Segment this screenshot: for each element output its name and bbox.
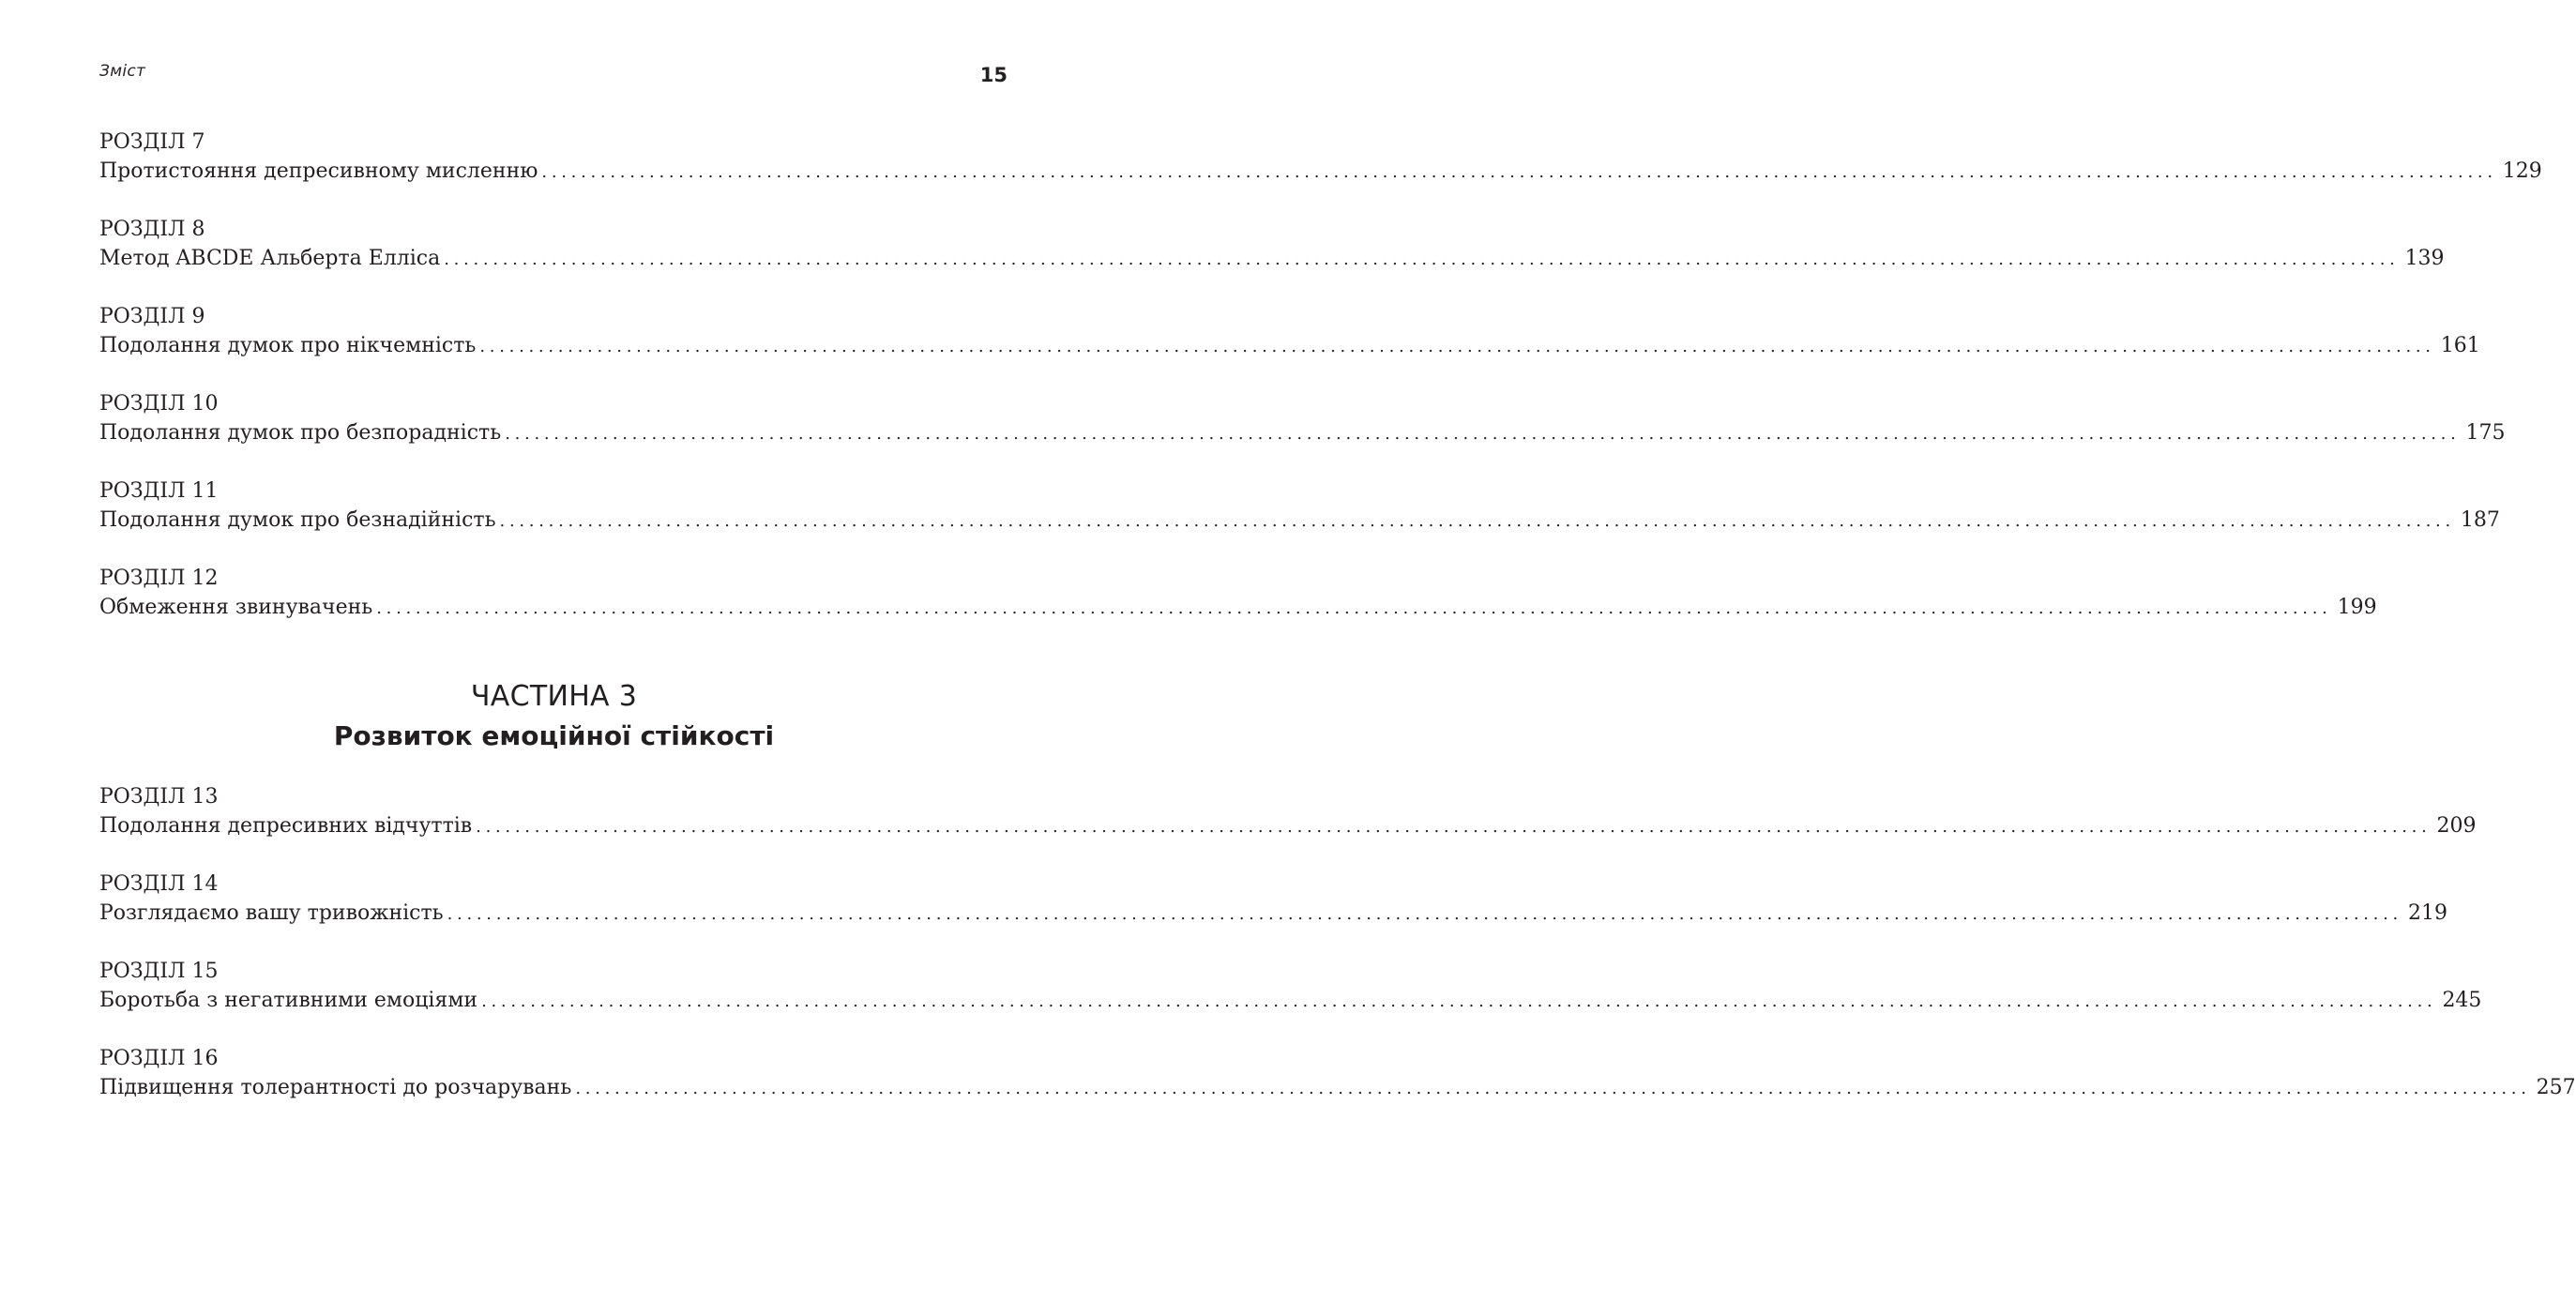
chapter-label: РОЗДІЛ 8 xyxy=(99,218,205,241)
entry-title: Подолання депресивних відчуттів xyxy=(99,814,473,838)
toc-entry[interactable] xyxy=(99,129,2542,216)
chapter-label: РОЗДІЛ 11 xyxy=(99,479,219,503)
entry-line xyxy=(99,245,2445,274)
toc-list-part-3 xyxy=(99,783,2576,1132)
chapter-label: РОЗДІЛ 14 xyxy=(99,872,219,896)
chapter-label: РОЗДІЛ 16 xyxy=(99,1047,219,1070)
chapter-label: РОЗДІЛ 7 xyxy=(99,130,205,154)
entry-title: Подолання думок про безпорадність xyxy=(99,421,502,445)
entry-line xyxy=(99,419,2506,448)
entry-line xyxy=(99,987,2482,1016)
chapter-label: РОЗДІЛ 15 xyxy=(99,960,219,983)
dot-leader: ........................................................................................................................................................................................................ xyxy=(499,511,2455,531)
entry-page-number: 209 xyxy=(2436,814,2477,838)
toc-entry[interactable] xyxy=(99,958,2482,1045)
part-number: ЧАСТИНА 3 xyxy=(470,680,638,713)
dot-leader: ........................................................................................................................................................................................................ xyxy=(481,991,2437,1011)
part-title: Розвиток емоційної стійкості xyxy=(333,720,775,751)
dot-leader: ........................................................................................................................................................................................................ xyxy=(444,250,2400,269)
chapter-label: РОЗДІЛ 9 xyxy=(99,305,205,328)
toc-entry[interactable] xyxy=(99,1045,2576,1132)
entry-title: Метод ABCDE Альберта Елліса xyxy=(99,247,441,270)
entry-page-number: 187 xyxy=(2460,508,2500,532)
dot-leader: ........................................................................................................................................................................................................ xyxy=(376,598,2332,618)
entry-title: Обмеження звинувачень xyxy=(99,596,373,619)
dot-leader: ........................................................................................................................................................................................................ xyxy=(541,162,2497,182)
dot-leader: ........................................................................................................................................................................................................ xyxy=(447,904,2402,924)
dot-leader: ........................................................................................................................................................................................................ xyxy=(479,337,2435,356)
dot-leader: ........................................................................................................................................................................................................ xyxy=(505,424,2461,444)
entry-page-number: 245 xyxy=(2442,989,2482,1012)
toc-entry[interactable] xyxy=(99,303,2480,390)
dot-leader: ........................................................................................................................................................................................................ xyxy=(575,1079,2531,1098)
chapter-label: РОЗДІЛ 10 xyxy=(99,392,219,416)
toc-entry[interactable] xyxy=(99,783,2477,870)
entry-line xyxy=(99,812,2477,841)
entry-line xyxy=(99,507,2500,536)
entry-page-number: 199 xyxy=(2337,596,2377,619)
dot-leader: ........................................................................................................................................................................................................ xyxy=(476,817,2432,837)
chapter-label: РОЗДІЛ 12 xyxy=(99,567,219,590)
entry-title: Боротьба з негативними емоціями xyxy=(99,989,478,1012)
entry-page-number: 219 xyxy=(2407,901,2447,925)
entry-line xyxy=(99,332,2480,361)
entry-page-number: 139 xyxy=(2404,247,2445,270)
toc-entry[interactable] xyxy=(99,477,2500,565)
toc-entry[interactable] xyxy=(99,216,2445,303)
entry-title: Подолання думок про нікчемність xyxy=(99,334,477,357)
entry-page-number: 129 xyxy=(2502,159,2542,183)
entry-page-number: 161 xyxy=(2440,334,2480,357)
entry-title: Підвищення толерантності до розчарувань xyxy=(99,1076,572,1099)
entry-title: Подолання думок про безнадійність xyxy=(99,508,496,532)
toc-entry[interactable] xyxy=(99,565,2377,652)
toc-entry[interactable] xyxy=(99,390,2506,477)
entry-line xyxy=(99,900,2447,929)
entry-page-number: 257 xyxy=(2536,1076,2576,1099)
running-head: Зміст xyxy=(99,62,146,81)
page-number: 15 xyxy=(979,64,1008,86)
toc-entry[interactable] xyxy=(99,870,2447,958)
chapter-label: РОЗДІЛ 13 xyxy=(99,785,219,809)
toc-list-part-2 xyxy=(99,129,2542,652)
entry-title: Розглядаємо вашу тривожність xyxy=(99,901,444,925)
entry-line xyxy=(99,1074,2576,1103)
entry-line xyxy=(99,158,2542,187)
entry-title: Протистояння депресивному мисленню xyxy=(99,159,538,183)
entry-line xyxy=(99,594,2377,623)
entry-page-number: 175 xyxy=(2465,421,2506,445)
